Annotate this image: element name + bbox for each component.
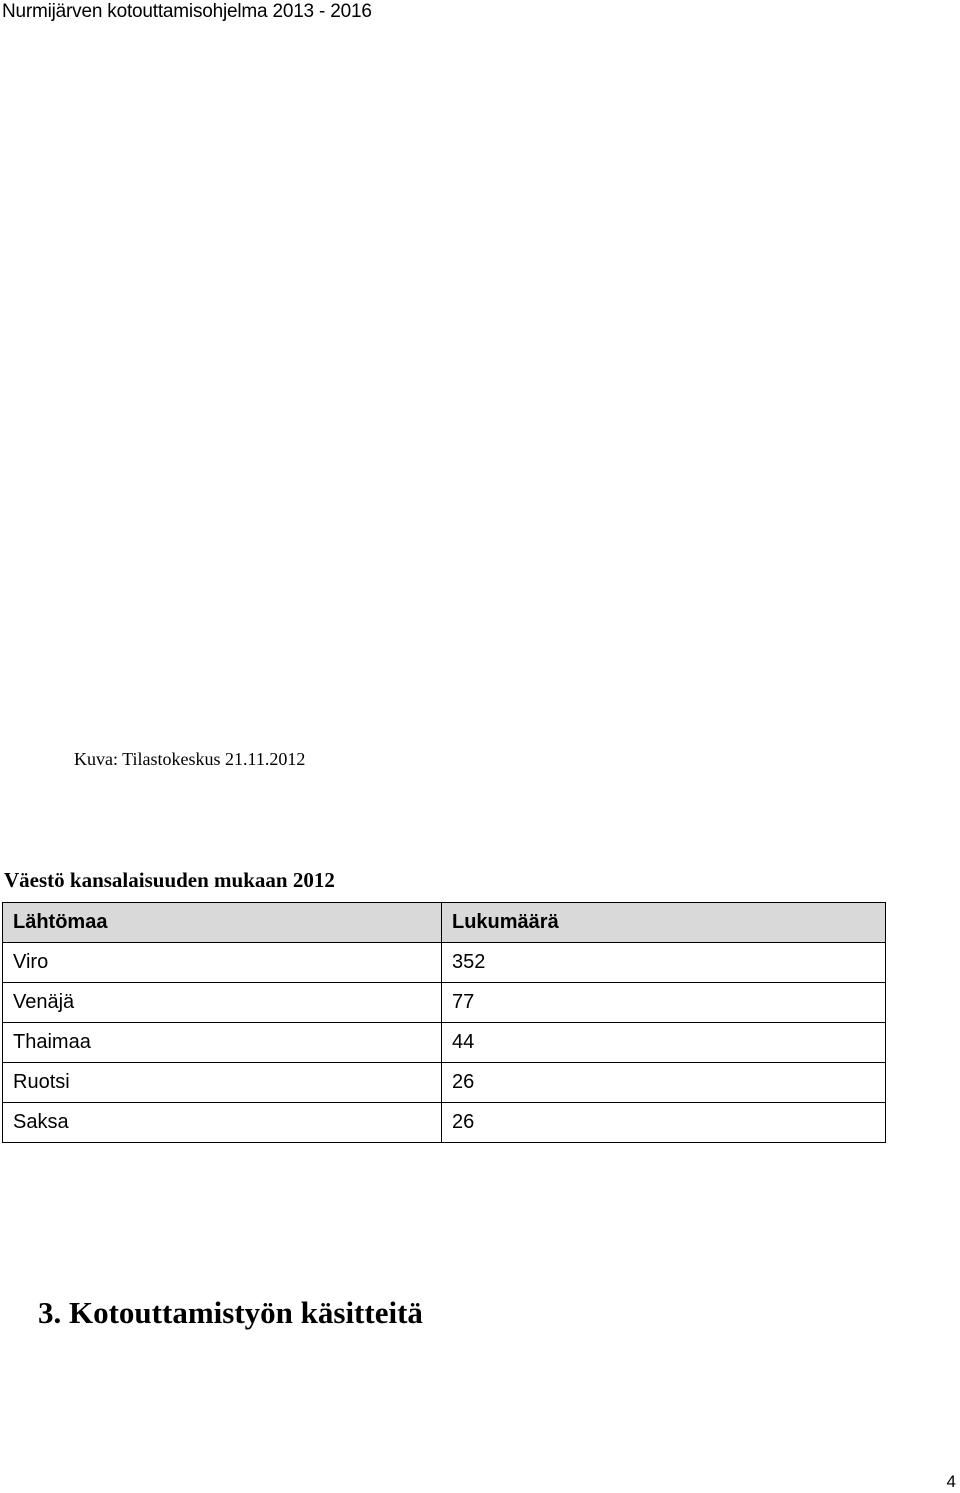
table-cell-count: 77 (442, 983, 886, 1023)
table-cell-count: 26 (442, 1063, 886, 1103)
column-header-country: Lähtömaa (3, 903, 442, 943)
citizenship-table (2, 902, 886, 1143)
table-header-row (3, 903, 886, 943)
table-cell-country: Venäjä (3, 983, 442, 1023)
table-cell-count: 352 (442, 943, 886, 983)
page-number: 4 (946, 1472, 956, 1491)
table-cell-country: Viro (3, 943, 442, 983)
table-cell-country: Saksa (3, 1103, 442, 1143)
figure-image-area (0, 30, 960, 730)
table-cell-country: Ruotsi (3, 1063, 442, 1103)
table-row (3, 1063, 886, 1103)
table-row (3, 983, 886, 1023)
table-title: Väestö kansalaisuuden mukaan 2012 (4, 868, 335, 892)
table-cell-count: 44 (442, 1023, 886, 1063)
section-heading: 3. Kotouttamistyön käsitteitä (38, 1295, 423, 1330)
table-cell-count: 26 (442, 1103, 886, 1143)
column-header-count: Lukumäärä (442, 903, 886, 943)
table-cell-country: Thaimaa (3, 1023, 442, 1063)
table-row (3, 1103, 886, 1143)
table-row (3, 943, 886, 983)
table-row (3, 1023, 886, 1063)
running-header: Nurmijärven kotouttamisohjelma 2013 - 2016 (2, 1, 372, 22)
figure-caption: Kuva: Tilastokeskus 21.11.2012 (74, 749, 306, 769)
